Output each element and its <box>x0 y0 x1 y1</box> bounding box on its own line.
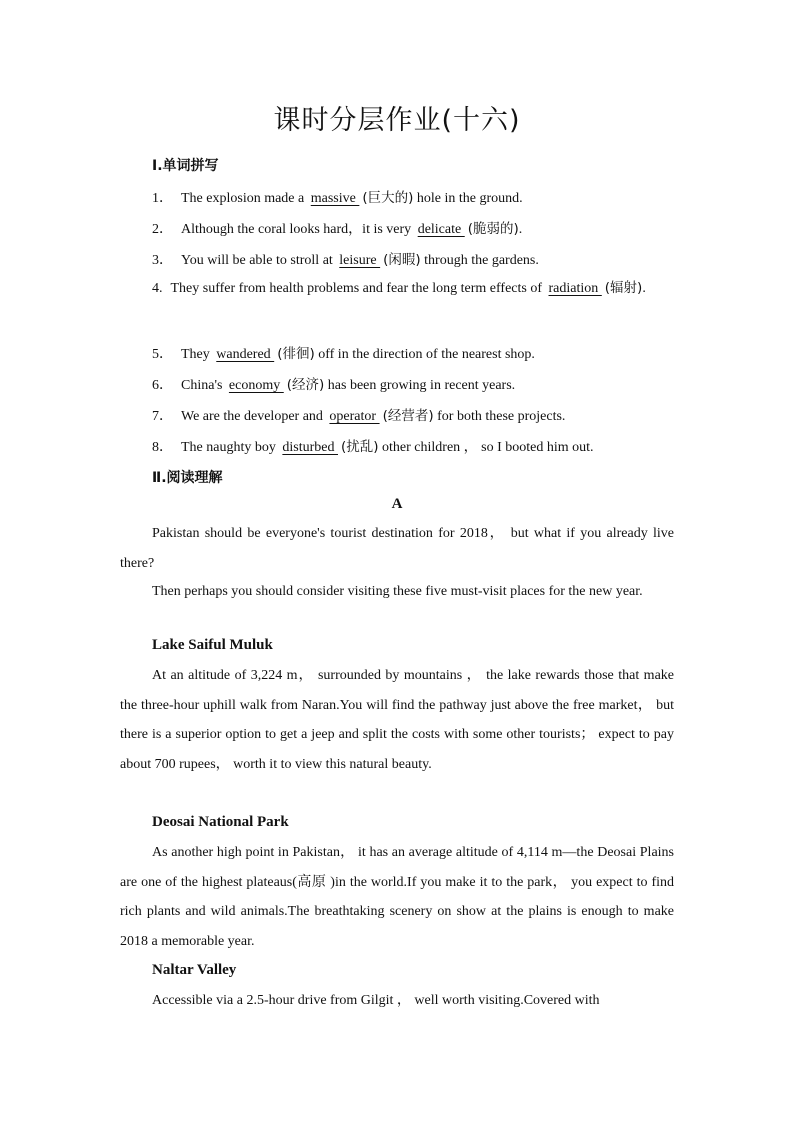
item-text-before: Although the coral looks hard，it is very <box>181 222 412 237</box>
item-number: 3． <box>152 253 173 268</box>
item-text-before: The naughty boy <box>181 440 276 455</box>
section-heading-reading: Ⅱ.阅读理解 <box>152 470 223 486</box>
subheading-naltar-valley: Naltar Valley <box>152 962 237 978</box>
intro-paragraph-2: Then perhaps you should consider visiting these five must-visit places for the new year. <box>152 584 643 599</box>
item-number: 1． <box>152 191 173 206</box>
chinese-hint: (巨大的) <box>362 190 414 206</box>
item-number: 8． <box>152 440 173 455</box>
subheading-deosai-national-park: Deosai National Park <box>152 814 289 830</box>
chinese-hint: (扰乱) <box>340 439 379 455</box>
answer-word: wandered <box>216 347 275 362</box>
subheading-lake-saiful-muluk: Lake Saiful Muluk <box>152 637 273 653</box>
chinese-hint: (经营者) <box>382 408 434 424</box>
chinese-hint: (辐射) <box>604 280 643 296</box>
item-text-after: has been growing in recent years. <box>327 378 516 393</box>
item-number: 4. <box>152 281 163 296</box>
item-text-after: hole in the ground. <box>416 191 523 206</box>
item-text-before: China's <box>181 378 223 393</box>
item-text-before: You will be able to stroll at <box>181 253 333 268</box>
answer-word: massive <box>310 191 360 206</box>
chinese-hint: (徘徊) <box>277 346 315 362</box>
item-number: 6． <box>152 378 173 393</box>
item-number: 7． <box>152 409 173 424</box>
answer-word: leisure <box>339 253 381 268</box>
item-text-after: through the gardens. <box>424 253 539 268</box>
list-item <box>152 186 674 207</box>
chinese-hint: (闲暇) <box>383 252 421 268</box>
answer-word: economy <box>228 378 284 393</box>
answer-word: operator <box>329 409 380 424</box>
item-text-after: other children ， so I booted him out. <box>382 440 594 455</box>
list-item <box>152 217 674 238</box>
page-title: 课时分层作业(十六) <box>273 105 521 136</box>
item-text-before: They <box>181 347 210 362</box>
list-item <box>152 373 674 394</box>
chinese-hint: (经济) <box>286 377 325 393</box>
item-text-before: We are the developer and <box>181 409 323 424</box>
passage-letter: A <box>391 496 403 512</box>
item-number: 2． <box>152 222 173 237</box>
answer-word: radiation <box>548 281 602 296</box>
item-text-after: . <box>642 281 646 296</box>
paragraph-lake-saiful-muluk: At an altitude of 3,224 m， surrounded by mountains ， the lake rewards those that make the three-hour uphill walk from Naran.You will find the pathway just above the free market， but there is a superior option to get a jeep and split the costs with some other tourists； expect to pay about 700 rupees， worth it to view this natural beauty. <box>120 668 674 772</box>
answer-word: disturbed <box>282 440 338 455</box>
list-item <box>152 248 674 269</box>
answer-word: delicate <box>417 222 465 237</box>
list-item <box>152 404 674 425</box>
paragraph-naltar-valley: Accessible via a 2.5-hour drive from Gilgit ， well worth visiting.Covered with <box>152 993 600 1008</box>
list-item <box>120 273 674 304</box>
item-text-before: They suffer from health problems and fear the long term effects of <box>170 281 543 296</box>
item-text-after: . <box>518 222 523 237</box>
item-text-before: The explosion made a <box>181 191 305 206</box>
list-item <box>152 342 674 363</box>
list-item <box>152 435 674 456</box>
item-text-after: off in the direction of the nearest shop. <box>318 347 535 362</box>
intro-paragraph-1: Pakistan should be everyone's tourist destination for 2018， but what if you already live there? <box>120 526 674 571</box>
paragraph-deosai-national-park: As another high point in Pakistan， it has an average altitude of 4,114 m—the Deosai Plains are one of the highest plateaus(高原 )in the world.If you make it to the park， you expect to find rich plants and wild animals.The breathtaking scenery on show at the plains is enough to make 2018 a memorable year. <box>120 845 674 949</box>
item-text-after: for both these projects. <box>437 409 566 424</box>
section-heading-spelling: Ⅰ.单词拼写 <box>152 158 219 174</box>
item-number: 5． <box>152 347 173 362</box>
chinese-hint: (脆弱的) <box>467 221 519 237</box>
